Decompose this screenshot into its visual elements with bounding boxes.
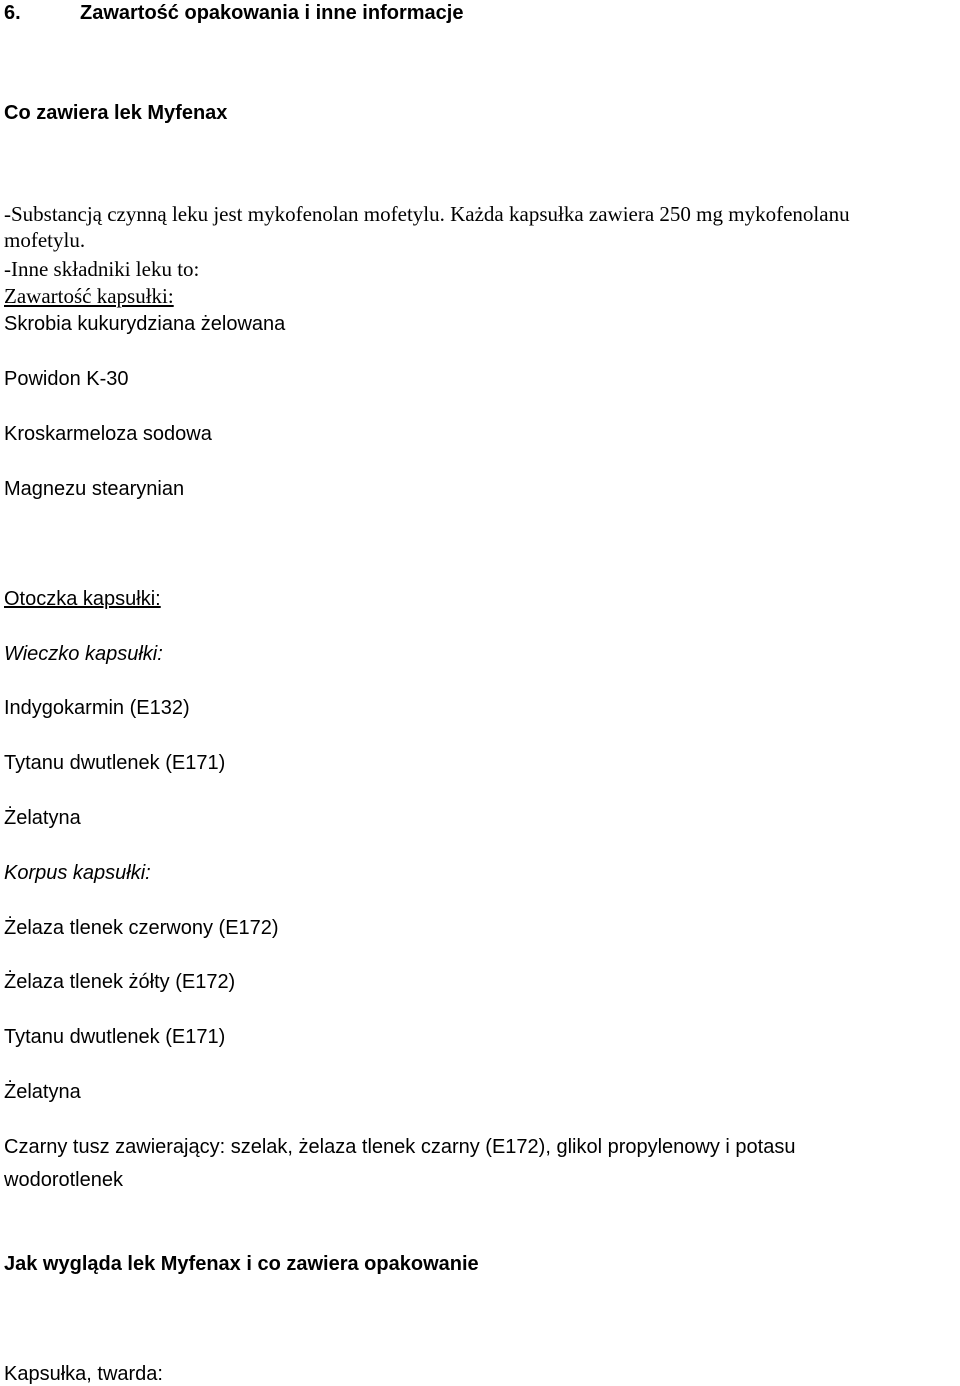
capsule-cap-heading: Wieczko kapsułki: — [4, 643, 163, 665]
active-substance-line-1: -Substancją czynną leku jest mykofenolan mofetylu. Każda kapsułka zawiera 250 mg mykofenolanu — [4, 202, 850, 226]
capsule-type: Kapsułka, twarda: — [4, 1363, 163, 1385]
ingredient-item: Powidon K-30 — [4, 368, 129, 390]
active-substance-line-2: mofetylu. — [4, 228, 86, 252]
ink-line-1: Czarny tusz zawierający: szelak, żelaza tlenek czarny (E172), glikol propylenowy i potasu — [4, 1136, 796, 1158]
ingredient-item: Skrobia kukurydziana żelowana — [4, 313, 286, 335]
appearance-heading: Jak wygląda lek Myfenax i co zawiera opakowanie — [4, 1253, 479, 1275]
other-ingredients-intro: -Inne składniki leku to: — [4, 257, 200, 281]
ink-line-2: wodorotlenek — [4, 1169, 123, 1191]
cap-item: Żelatyna — [4, 807, 81, 829]
body-item: Tytanu dwutlenek (E171) — [4, 1026, 226, 1048]
section-number: 6. — [4, 2, 21, 24]
capsule-content-heading: Zawartość kapsułki: — [4, 284, 174, 308]
section-title: Zawartość opakowania i inne informacje — [80, 2, 464, 24]
capsule-body-heading: Korpus kapsułki: — [4, 862, 151, 884]
cap-item: Indygokarmin (E132) — [4, 697, 190, 719]
ingredient-item: Kroskarmeloza sodowa — [4, 423, 212, 445]
capsule-shell-heading: Otoczka kapsułki: — [4, 588, 161, 610]
ingredient-item: Magnezu stearynian — [4, 478, 185, 500]
body-item: Żelaza tlenek żółty (E172) — [4, 971, 236, 993]
body-item: Żelatyna — [4, 1081, 81, 1103]
contents-heading: Co zawiera lek Myfenax — [4, 102, 228, 124]
cap-item: Tytanu dwutlenek (E171) — [4, 752, 226, 774]
body-item: Żelaza tlenek czerwony (E172) — [4, 917, 279, 939]
